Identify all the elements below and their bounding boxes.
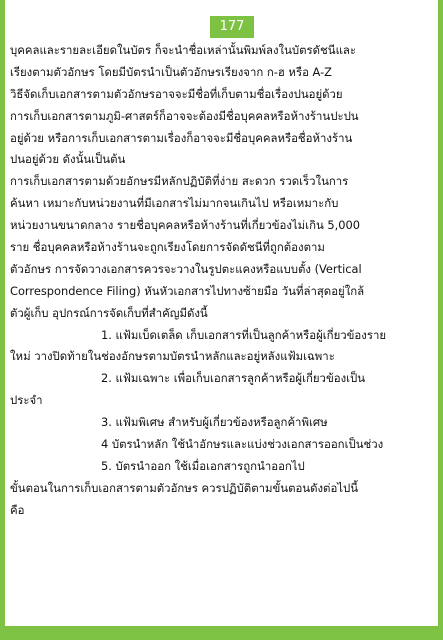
text-line: เรียงตามตัวอักษร โดยมีบัตรนำเป็นตัวอักษรเรียงจาก ก-ฮ หรือ A-Z: [10, 64, 332, 79]
text-line: การเก็บเอกสารตามด้วยอักษรมีหลักปฏิบัติที่ง่าย สะดวก รวดเร็วในการ: [10, 174, 349, 189]
text-line: ใหม่ วางปิดท้ายในช่องอักษรตามบัตรนำหลักและอยู่หลังแฟ้มเฉพาะ: [10, 349, 335, 364]
list-item-2: 2. แฟ้มเฉพาะ เพื่อเก็บเอกสารลูกค้าหรือผู้เกี่ยวข้องเป็น: [101, 371, 366, 386]
text-line: ราย ชื่อบุคคลหรือห้างร้านจะถูกเรียงโดยการจัดดัชนีที่ถูกต้องตาม: [10, 240, 325, 255]
list-item-3: 3. แฟ้มพิเศษ สำหรับผู้เกี่ยวข้องหรือลูกค้าพิเศษ: [101, 415, 328, 430]
text-line: วิธีจัดเก็บเอกสารตามตัวอักษรอาจจะมีชื่อที่เก็บตามชื่อเรื่องปนอยู่ด้วย: [10, 86, 343, 101]
right-frame-bar: [438, 0, 443, 640]
text-line: อยู่ด้วย หรือการเก็บเอกสารตามเรื่องก็อาจจะมีชื่อบุคคลหรือชื่อห้างร้าน: [10, 130, 353, 145]
text-line: ประจำ: [10, 393, 43, 408]
list-item-4: 4 บัตรนำหลัก ใช้นำอักษรและแบ่งช่วงเอกสารออกเป็นช่วง: [101, 437, 384, 452]
list-item-1: 1. แฟ้มเบ็ดเตล็ด เก็บเอกสารที่เป็นลูกค้าหรือผู้เกี่ยวข้องราย: [101, 327, 387, 342]
text-line: คือ: [10, 502, 25, 517]
page-number-badge: 177: [210, 16, 254, 38]
body-text: [10, 40, 430, 522]
text-line: ตัวผู้เก็บ อุปกรณ์การจัดเก็บที่สำคัญมีดังนี้: [10, 305, 208, 320]
bottom-frame-bar: [0, 626, 443, 640]
text-line: ปนอยู่ด้วย ดังนั้นเป็นต้น: [10, 152, 126, 167]
list-item-5: 5. บัตรนำออก ใช้เมื่อเอกสารถูกนำออกไป: [101, 458, 305, 473]
text-line: ตัวอักษร การจัดวางเอกสารควรจะวางในรูปตะแคงหรือแบบตั้ง (Vertical: [10, 261, 362, 276]
text-line: การเก็บเอกสารตามภูมิ-ศาสตร์ก็อาจจะต้องมีชื่อบุคคลหรือห้างร้านปะปน: [10, 108, 359, 123]
text-line: หน่วยงานขนาดกลาง รายชื่อบุคคลหรือห้างร้านที่เกี่ยวข้องไม่เกิน 5,000: [10, 218, 360, 233]
text-line: Correspondence Filing) หันหัวเอกสารไปทางซ้ายมือ วันที่ล่าสุดอยู่ใกล้: [10, 283, 365, 298]
text-line: บุคคลและรายละเอียดในบัตร ก็จะนำชื่อเหล่านั้นพิมพ์ลงในบัตรดัชนีและ: [10, 43, 357, 57]
text-line: ค้นหา เหมาะกับหน่วยงานที่มีเอกสารไม่มากจนเกินไป หรือเหมาะกับ: [10, 196, 339, 211]
text-line: ขั้นตอนในการเก็บเอกสารตามตัวอักษร ควรปฏิบัติตามขั้นตอนดังต่อไปนี้: [10, 480, 359, 495]
left-frame-bar: [0, 0, 5, 640]
